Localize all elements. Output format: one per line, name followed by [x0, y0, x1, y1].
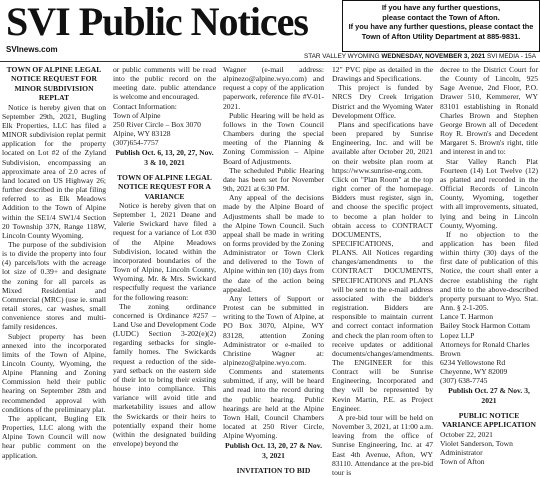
publish-dates: Publish Oct. 6, 13, 20, 27, Nov. 3 & 10, 2021 — [115, 148, 214, 167]
notice-paragraph: This project is funded by NRCS Dry Creek Irrigation District and the Wyoming Water Development Office. — [332, 83, 433, 120]
notice-paragraph: Any appeal of the decisions made by the Alpine Board of Adjustments shall be made to the Alpine Town Council. Such appeal shall be made in writing on forms provided by the Zoning Administrator or Town Clerk and delivered to the Town of Alpine within ten (10) days from the date of the action being appealed. — [223, 193, 324, 294]
contact-line: Alpine, WY 83128 — [113, 129, 171, 139]
issue-date: WEDNESDAY, NOVEMBER 3, 2021 — [381, 53, 486, 60]
contact-line: (307) 638-7745 — [440, 376, 488, 386]
contact-line: Town of Afton — [440, 457, 485, 467]
notice-paragraph: The scheduled Public Hearing date has been set for November 9th, 2021 at 6:30 PM. — [223, 165, 324, 194]
notice-paragraph: Wagner (e-mail address: alpinezo@alpine.wyo.com) and request a copy of the application paperwork, reference file #V-01-2021. — [223, 65, 324, 111]
notice-paragraph: The purpose of the subdivision is to divide the property into four (4) parcels/lots with the acreage lot size of 0.39+ and designate the zoning for all parcels as Mixed Residential and Commercial (MRC) (use ie. small retail stores, car washes, small convenience stores and multi-family residences. — [2, 239, 106, 332]
notice-heading: INVITATION TO BID — [236, 465, 311, 475]
notice-line: Town of Afton Utility Department at 885-9831. — [361, 31, 521, 41]
contact-line: Bailey Stock Harmon Cottam Lopez LLP — [440, 321, 531, 340]
column-1 — [2, 65, 106, 460]
notice-paragraph: Notice is hereby given that on September 1, 2021 Deane and Valerie Swickard have filed a request for a variance of Lot #30 of the Alpine Meadows Subdivision, located within the incorporated boundaries of the Town of Alpine, Lincoln County, Wyoming. Mr. & Mrs. Swickard respectfully request the variance for the following reason: — [113, 200, 216, 302]
masthead-title: SVI Public Notices — [6, 0, 308, 44]
dateline — [0, 52, 540, 62]
notice-paragraph: Plans and specifications have been prepared by Sunrise Engineering, Inc. and will be available after October 20, 2021 on their website plan room at https://www.sunrise-eng.com. Click on "Plan Room" at the top right corner of the homepage. Bidders must register, sign in, and choose the specific project to become a plan holder to obtain access to CONTRACT DOCUMENTS, SPECIFICATIONS, and PLANS. All Notices regarding changes/amendments to the CONTRACT DOCUMENTS, SPECIFICATIONS and PLANS will be sent to the e-mail address associated with the bidder's registration. Bidders are responsible to maintain current and correct contact information and check the plan room often to receive updates or additional documents/changes/amendments. The ENGINEER for this Contract will be Sunrise Engineering, Incorporated and they will be represented by Kevin Martin, P.E. as Project Engineer. — [332, 119, 434, 413]
notice-paragraph: Comments and statements submitted, if any, will be heard and read into the record during the public hearing. Public hearings are held at the Alpine Town Hall, Council Chambers located at 250 River Circle, Alpine Wyoming. — [223, 367, 324, 441]
publish-dates: Publish Oct. 27 & Nov. 3, 2021 — [448, 386, 530, 405]
contact-line: Contact Information: — [113, 101, 177, 111]
notice-paragraph: If no objection to the application has been filed within thirty (30) days of the first date of publication of this Notice, the court shall enter a decree establishing the right and title to the above-described property pursuant to Wyo. Stat. Ann. § 2-1-205. — [440, 229, 538, 313]
column-3 — [223, 65, 324, 475]
contact-line: Cheyenne, WY 82009 — [440, 367, 508, 377]
notice-paragraph: The zoning ordinance concerned is Ordinance #257 – Land Use and Development Code (LUDC) Section 3-202(e)(2) regarding setbacks for single-family homes. The Swickards request a reduction of the side-yard setback on the eastern side of their lot to bring their existing house into compliance. This variance will avoid title and marketability issues and allow the Swickards or their heirs to potentially expand their home (within the designated building envelope) beyond the — [113, 301, 216, 448]
website-url[interactable]: SVInews.com — [6, 45, 58, 54]
contact-line: Violet Sanderson, Town Administrator — [440, 438, 513, 457]
notice-paragraph: Any letters of Support or Protest can be submitted in writing to the Town of Alpine, at PO Box 3070, Alpine, WY 83128, attention Zoning Administrator or e-mailed to Christine Wagner at: alpinezo@alpine.wyo.com. — [223, 293, 324, 367]
notice-paragraph: A pre-bid tour will be held on November 3, 2021, at 11:00 a.m. leaving from the office of Sunrise Engineering, Inc. at 47 East 4th Avenue, Afton, WY 83110. Attendance at the pre-bid tour is — [332, 412, 433, 477]
notice-paragraph: 12" PVC pipe as detailed in the Drawings and Specifications. — [332, 65, 433, 84]
notice-line: If you have any further questions, — [381, 3, 501, 12]
notice-heading: PUBLIC NOTICE VARIANCE APPLICATION — [441, 410, 537, 430]
contact-line: Lance T. Harmon — [440, 312, 494, 322]
contact-line: Town of Alpine — [113, 110, 161, 120]
notice-line: If you have any further questions, please contact the — [348, 22, 534, 32]
contact-notice-box — [342, 0, 540, 52]
notice-heading: TOWN OF ALPINE LEGAL NOTICE REQUEST FOR A VARIANCE — [117, 172, 212, 201]
notice-paragraph: decree to the District Court for the County of Lincoln, 925 Sage Avenue, 2nd Floor, P.O. Drawer 510, Kemmerer, WY 83101 establishing in Ronald Charles Brown and Stephen George Brown all of Decedent Roy R. Brown's and Decedent Margaret S. Brown's right, title and interest in and to: — [440, 65, 538, 157]
notice-paragraph: October 22, 2021 — [440, 429, 493, 439]
column-4 — [332, 65, 434, 477]
notice-paragraph: or public comments will be read into the public record on the meeting date. public attendance is welcome and encouraged. — [113, 65, 216, 102]
publish-dates: Publish Oct. 13, 20, 27 & Nov. 3, 2021 — [224, 441, 323, 460]
notice-columns — [2, 65, 538, 477]
notice-paragraph: The applicant, Bugling Elk Properties, LLC along with the Alpine Town Council will now hear public comment on the application. — [2, 413, 106, 460]
notice-paragraph: Notice is hereby given that on September 29th, 2021, Bugling Elk Properties, LLC has filed a MINOR subdivision replat permit application for the property located on Lot #2 of the Zyland Subdivision, encompassing an approximate area of 2.0 acres of land located on US Highway 26; further described in the plat filing referred to as Elk Meadows Addition to the Town of Alpine within the SE1/4 SW1/4 Section 20 Township 37N, Range 118W, Lincoln County Wyoming. — [2, 102, 106, 240]
column-5 — [440, 65, 538, 467]
notice-paragraph: Subject property has been annexed into the incorporated limits of the Town of Alpine, Lincoln County, Wyoming, the Alpine Planning and Zoning Commission held their public hearing on September 28th and recommended approval with conditions of the preliminary plat. — [2, 331, 106, 414]
notice-paragraph: Star Valley Ranch Plat Fourteen (14) Lot Twelve (12) as platted and recorded in the Official Records of Lincoln County, Wyoming, together with all improvements, situated, lying and being in Lincoln County, Wyoming. — [440, 156, 538, 230]
contact-line: 250 River Circle – Box 3070 — [113, 119, 201, 129]
contact-line: Attorneys for Ronald Charles Brown — [440, 339, 530, 358]
contact-line: (307)654-7757 — [113, 138, 159, 148]
contact-line: 6234 Yellowstone Rd — [440, 358, 506, 367]
notice-heading: TOWN OF ALPINE LEGAL NOTICE REQUEST FOR MINOR SUBDIVISION REPLAT — [6, 65, 102, 103]
paper-location: STAR VALLEY WYOMING — [303, 53, 380, 60]
column-2 — [113, 65, 216, 448]
notice-paragraph: Public Hearing will be held as follows in the Town Council Chambers during the special meeting of the Planning & Zoning Commission – Alpine Board of Adjustments. — [223, 110, 324, 166]
notice-line: please contact the Town of Afton. — [382, 12, 500, 22]
page-number: SVI MEDIA - 15A — [486, 53, 536, 60]
